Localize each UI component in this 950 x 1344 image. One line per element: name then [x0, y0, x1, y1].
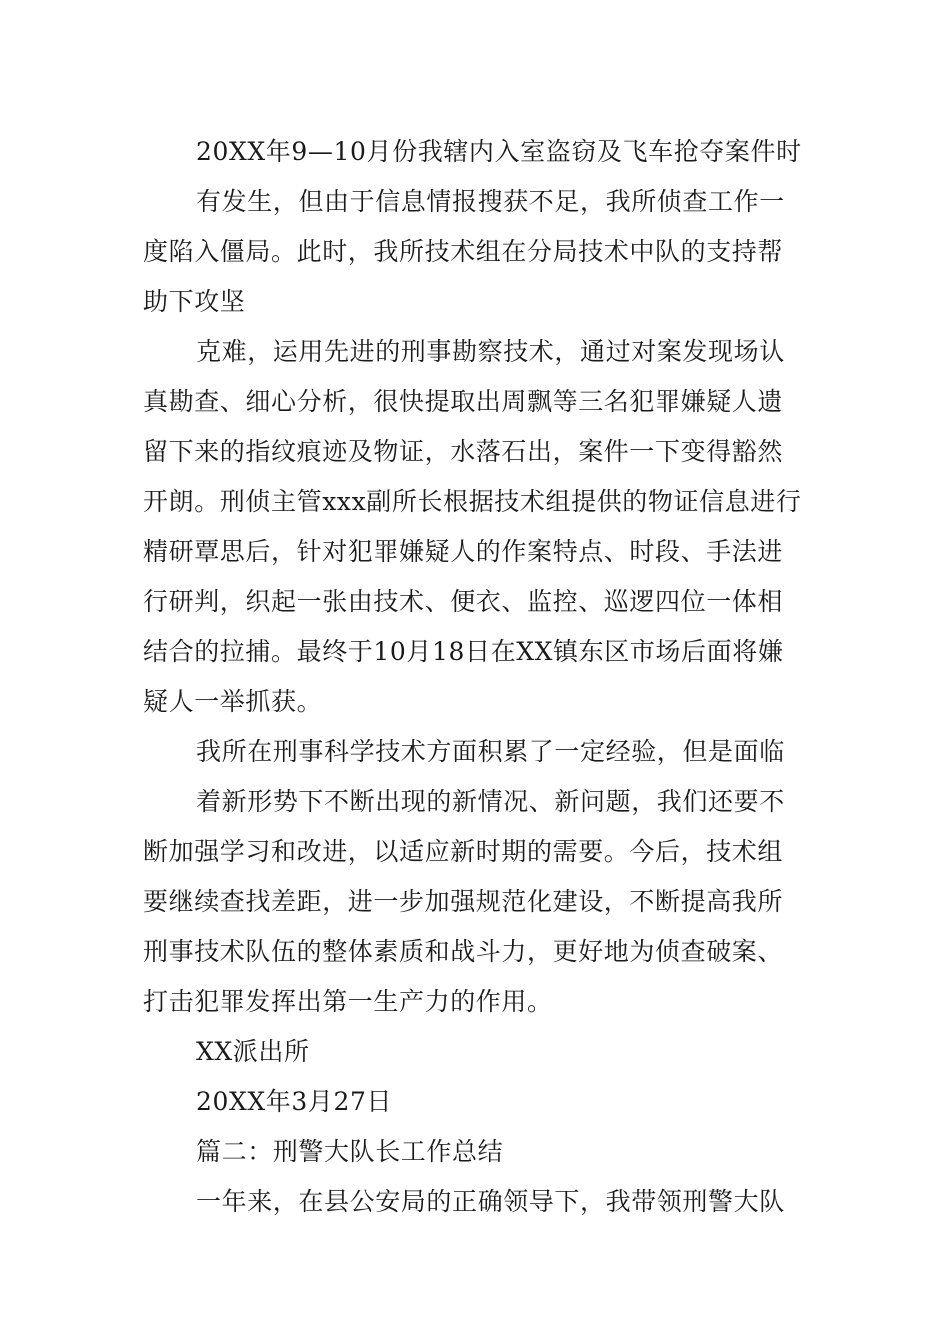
- text-line: 真勘查、细心分析，很快提取出周飘等三名犯罪嫌疑人遗: [143, 387, 784, 416]
- text-line: 20XX年9—10月份我辖内入室盗窃及飞车抢夺案件时: [196, 137, 802, 166]
- text-line: 精研覃思后，针对犯罪嫌疑人的作案特点、时段、手法进: [143, 537, 784, 566]
- signature-date: 20XX年3月27日: [196, 1087, 393, 1116]
- text-line: 行研判，织起一张由技术、便衣、监控、巡逻四位一体相: [143, 587, 784, 616]
- text-line: 度陷入僵局。此时，我所技术组在分局技术中队的支持帮: [143, 237, 784, 266]
- signature-org: XX派出所: [196, 1037, 310, 1066]
- text-line: 着新形势下不断出现的新情况、新问题，我们还要不: [196, 787, 785, 816]
- text-line: 有发生，但由于信息情报搜获不足，我所侦查工作一: [196, 187, 785, 216]
- text-line: 疑人一举抓获。: [143, 687, 323, 716]
- text-line: 结合的拉捕。最终于10月18日在XX镇东区市场后面将嫌: [143, 637, 784, 666]
- text-line: 打击犯罪发挥出第一生产力的作用。: [143, 987, 553, 1016]
- text-line: 断加强学习和改进，以适应新时期的需要。今后，技术组: [143, 837, 784, 866]
- text-line: 一年来，在县公安局的正确领导下，我带领刑警大队: [196, 1187, 785, 1216]
- text-line: 助下攻坚: [143, 287, 246, 316]
- text-line: 我所在刑事科学技术方面积累了一定经验，但是面临: [196, 737, 785, 766]
- text-line: 刑事技术队伍的整体素质和战斗力，更好地为侦查破案、: [143, 937, 784, 966]
- text-line: 要继续查找差距，进一步加强规范化建设，不断提高我所: [143, 887, 784, 916]
- text-line: 克难，运用先进的刑事勘察技术，通过对案发现场认: [196, 337, 785, 366]
- section-heading: 篇二：刑警大队长工作总结: [196, 1137, 504, 1166]
- text-line: 开朗。刑侦主管xxx副所长根据技术组提供的物证信息进行: [143, 487, 802, 516]
- text-line: 留下来的指纹痕迹及物证，水落石出，案件一下变得豁然: [143, 437, 784, 466]
